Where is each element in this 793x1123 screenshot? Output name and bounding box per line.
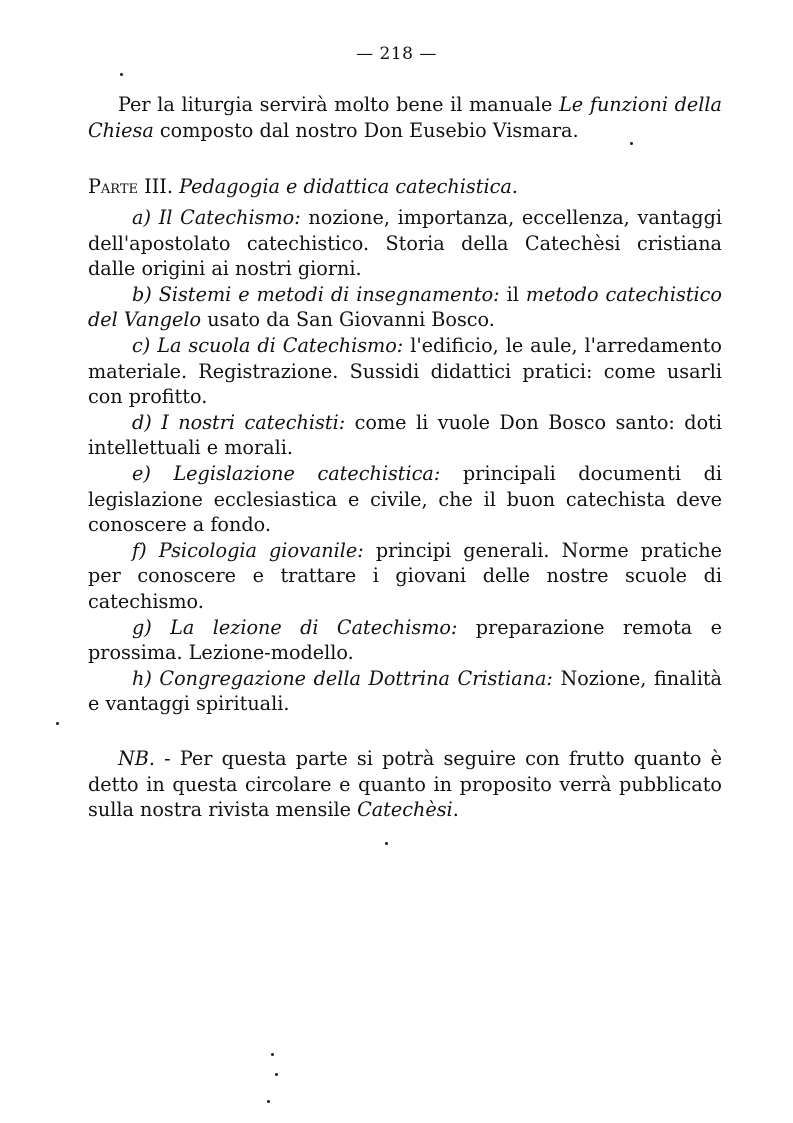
item-letter: g) (132, 615, 152, 639)
item-title: Congregazione della Dottrina Cristiana: (159, 666, 553, 690)
item-title: I nostri catechisti: (161, 410, 346, 434)
parte-title: Pedagogia e didattica catechistica. (179, 175, 518, 198)
parte-heading (88, 174, 722, 200)
item-letter: c) (132, 333, 151, 357)
item-g (88, 615, 722, 666)
item-text-2: usato da San Giovanni Bosco. (201, 308, 495, 332)
item-text: principali documenti di legislazione ecclesiastica e civile, che il buon catechista deve conoscere a fondo. (88, 461, 722, 537)
item-title-2: metodo catechistico del Vangelo (88, 282, 722, 332)
item-letter: h) (132, 666, 152, 690)
item-text: preparazione remota e prossima. Lezione-modello. (88, 615, 722, 665)
scan-speck (56, 722, 59, 725)
item-text: l'edificio, le aule, l'arredamento materiale. Registrazione. Sussidi didattici pratici: come usarli con profitto. (88, 333, 722, 409)
item-text: come li vuole Don Bosco santo: doti intellettuali e morali. (88, 410, 722, 460)
item-letter: b) (132, 282, 152, 306)
nb-label: NB. (118, 747, 155, 770)
item-title: Legislazione catechistica: (173, 461, 441, 485)
item-d (88, 410, 722, 461)
nb-text: - Per questa parte si potrà seguire con frutto quanto è detto in questa circolare e quanto in proposito verrà pubblicato sulla nostra rivista mensile (88, 747, 722, 822)
item-title: La lezione di Catechismo: (170, 615, 458, 639)
item-letter: d) (132, 410, 152, 434)
scan-speck (275, 1073, 278, 1076)
item-text: il (499, 282, 526, 306)
item-f (88, 538, 722, 615)
scan-speck (630, 142, 633, 145)
scan-speck (385, 842, 388, 845)
intro-text-end: composto dal nostro Don Eusebio Vismara. (153, 118, 579, 142)
scan-speck (120, 73, 123, 76)
item-title: Sistemi e metodi di insegnamento: (158, 282, 500, 306)
item-title: Il Catechismo: (158, 206, 301, 229)
scan-speck (267, 1100, 270, 1103)
item-letter: e) (132, 461, 151, 485)
nb-magazine-title: Catechèsi (357, 798, 453, 822)
nb-end: . (452, 798, 459, 822)
item-letter: a) (132, 206, 151, 229)
item-e (88, 461, 722, 538)
item-h (88, 666, 722, 717)
nb-paragraph (88, 746, 722, 823)
parte-label: Parte III. (88, 175, 173, 198)
item-title: La scuola di Catechismo: (157, 333, 404, 357)
items-list (88, 205, 722, 717)
item-c (88, 333, 722, 410)
scan-speck (271, 1053, 274, 1056)
item-text: Nozione, finalità e vantaggi spirituali. (88, 666, 722, 716)
item-text: principi generali. Norme pratiche per conoscere e trattare i giovani delle nostre scuole di catechismo. (88, 538, 722, 613)
item-a (88, 205, 722, 282)
page-number: — 218 — (356, 44, 437, 64)
item-b (88, 282, 722, 333)
item-text: nozione, importanza, eccellenza, vantaggi dell'apostolato catechistico. Storia della Catechèsi cristiana dalle origini ai nostri giorni. (88, 206, 722, 281)
item-title: Psicologia giovanile: (158, 538, 364, 562)
intro-text-start: Per la liturgia servirà molto bene il manuale (118, 93, 560, 116)
intro-paragraph (88, 92, 722, 143)
item-letter: f) (132, 538, 147, 562)
intro-book-title: Le funzioni della Chiesa (88, 93, 722, 142)
